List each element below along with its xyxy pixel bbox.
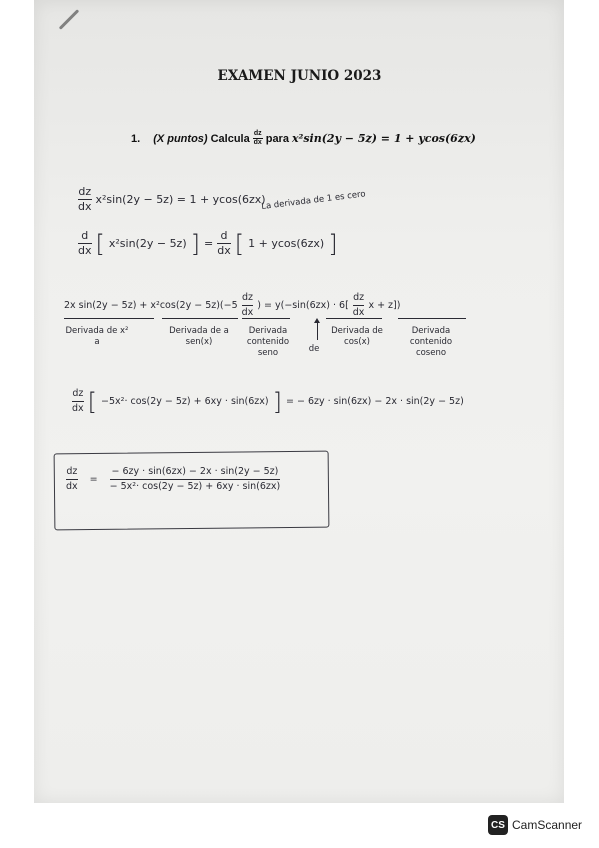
line1-derivative	[78, 186, 92, 213]
work-line-1	[78, 186, 266, 213]
exam-title: EXAMEN JUNIO 2023	[217, 68, 382, 84]
line4-derivative	[72, 388, 84, 415]
bracket-close: ]	[190, 229, 201, 258]
line2-dx: dx	[78, 244, 92, 257]
statement-derivative	[253, 130, 263, 147]
underline-3	[242, 318, 290, 319]
result-denominator: − 5x²· cos(2y − 5z) + 6xy · sin(6zx)	[109, 481, 281, 492]
work-line-3	[64, 292, 400, 319]
line4-inner: −5x²· cos(2y − 5z) + 6xy · sin(6zx)	[101, 396, 269, 407]
line3-frac-num: dz	[241, 292, 253, 303]
line4-rhs: = − 6zy · sin(6zx) − 2x · sin(2y − 5z)	[286, 396, 464, 407]
line1-expression: x²sin(2y − 5z) = 1 + ycos(6zx)	[95, 193, 266, 206]
problem-equation: x²sin(2y − 5z) = 1 + ycos(6zx)	[291, 132, 476, 145]
line4-bracket-open: [	[87, 387, 98, 416]
problem-number: 1.	[131, 132, 141, 145]
line3-frac2-num: dz	[353, 292, 365, 303]
underline-2	[162, 318, 238, 319]
label-derivative-content-coseno: Derivada contenido coseno	[409, 326, 453, 358]
line3-derivative-1	[242, 292, 254, 319]
result-fraction	[110, 466, 281, 493]
note-derivative-one: La derivada de 1 es cero	[260, 189, 367, 212]
line3-frac-den: dx	[241, 307, 254, 318]
statement-frac-den: dx	[253, 139, 262, 146]
line3-part2: ) = y(−sin(6zx) · 6[	[257, 300, 349, 311]
line3-part1: 2x sin(2y − 5z) + x²cos(2y − 5z)(−5	[64, 300, 238, 311]
line3-frac2-den: dx	[352, 307, 365, 318]
work-line-2	[78, 230, 338, 257]
underline-1	[64, 318, 154, 319]
camscanner-brand: CamScanner	[512, 818, 583, 832]
line2-d-dx-right	[217, 230, 231, 257]
label-derivative-x2: Derivada de x² a	[65, 326, 129, 347]
problem-statement	[131, 130, 476, 147]
problem-verb: Calcula	[210, 132, 250, 145]
underline-5	[398, 318, 466, 319]
line2-dx-right: dx	[217, 244, 231, 257]
line2-d-right: d	[220, 229, 228, 242]
underline-4	[326, 318, 382, 319]
result-numerator: − 6zy · sin(6zx) − 2x · sin(2y − 5z)	[111, 466, 279, 477]
line4-den: dx	[72, 403, 84, 414]
line2-lhs: x²sin(2y − 5z)	[108, 237, 187, 250]
problem-para: para	[265, 132, 289, 145]
bracket-close-2: ]	[328, 229, 338, 258]
final-result	[66, 466, 280, 493]
line3-part3: x + z])	[368, 300, 401, 311]
line3-derivative-2	[353, 292, 365, 319]
result-derivative	[66, 466, 78, 493]
line2-eq: =	[204, 237, 214, 250]
line1-den: dx	[78, 200, 92, 213]
line2-rhs: 1 + ycos(6zx)	[248, 237, 325, 250]
label-derivative-cos: Derivada de cos(x)	[331, 326, 383, 347]
camscanner-logo-icon: CS	[488, 815, 508, 835]
result-den: dx	[66, 481, 78, 492]
result-num: dz	[66, 466, 78, 477]
work-line-4	[72, 388, 464, 415]
statement-frac-num: dz	[253, 130, 262, 137]
line4-bracket-close: ]	[272, 387, 282, 416]
problem-points: (X puntos)	[153, 132, 208, 145]
line2-d-dx-left	[78, 230, 92, 257]
bracket-open-2: [	[234, 229, 245, 258]
line1-num: dz	[78, 185, 92, 198]
arrow-up-icon	[317, 322, 318, 340]
result-eq: =	[89, 474, 98, 485]
label-derivative-sen: Derivada de a sen(x)	[169, 326, 229, 347]
label-derivative-content-seno: Derivada contenido seno	[246, 326, 290, 358]
line2-d: d	[81, 229, 89, 242]
bracket-open: [	[95, 229, 105, 258]
line4-num: dz	[72, 388, 84, 399]
camscanner-watermark	[488, 815, 582, 835]
label-de: de	[308, 344, 320, 354]
